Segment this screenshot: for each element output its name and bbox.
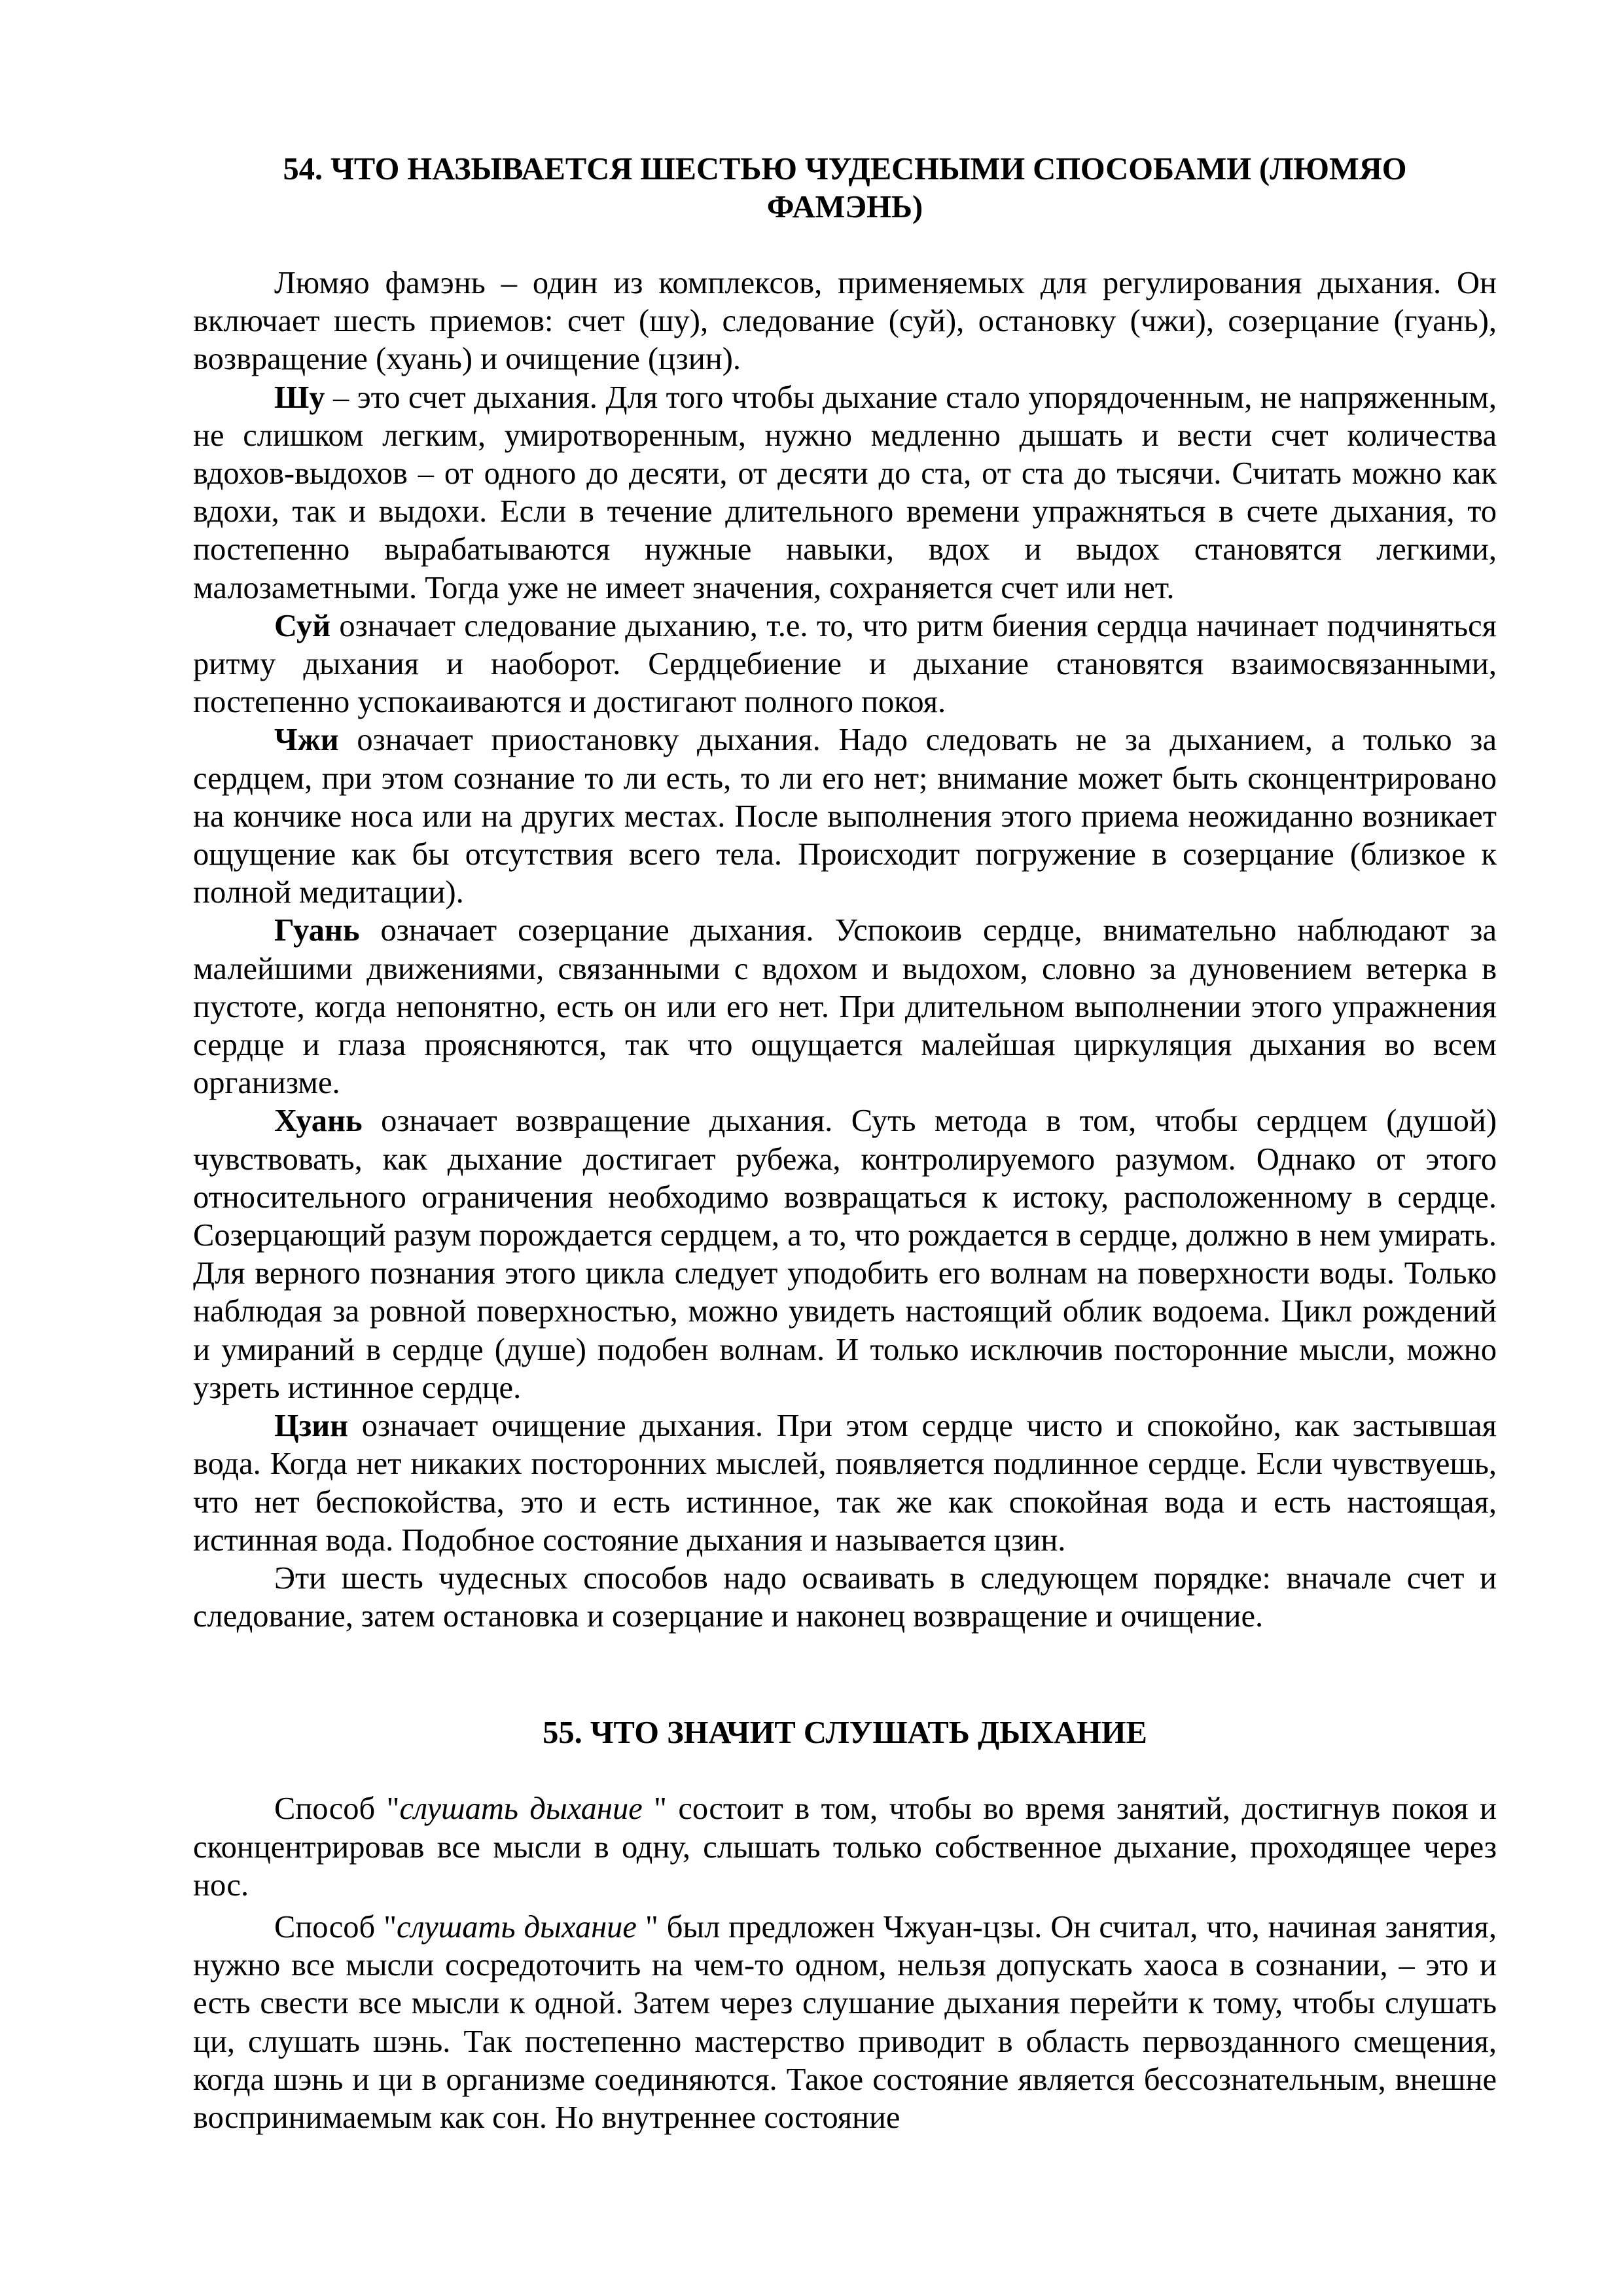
section-54-outro-paragraph: Эти шесть чудесных способов надо осваивать в следующем порядке: вначале счет и следование, затем остановка и созерцание и наконец возвращение и очищение.: [193, 1560, 1497, 1634]
sui-term: Суй: [274, 608, 331, 643]
shu-text: – это счет дыхания. Для того чтобы дыхание стало упорядоченным, не напряженным, не слишком легким, умиротворенным, нужно медленно дышать и вести счет количества вдохов-выдохов – от одного до десяти, от десяти до ста, от ста до тысячи. Считать можно как вдохи, так и выдохи. Если в течение длительного времени упражняться в счете дыхания, то постепенно вырабатываются нужные навыки, вдох и выдох становятся легкими, малозаметными. Тогда уже не имеет значения, сохраняется счет или нет.: [193, 380, 1497, 605]
tszin-paragraph: [193, 1407, 1497, 1560]
huan-term: Хуань: [274, 1103, 363, 1139]
shu-term: Шу: [274, 380, 325, 415]
zhi-text: означает приостановку дыхания. Надо следовать не за дыханием, а только за сердцем, при этом сознание то ли есть, то ли его нет; внимание может быть сконцентрировано на кончике носа или на других местах. После выполнения этого приема неожиданно возникает ощущение как бы отсутствия всего тела. Происходит погружение в созерцание (близкое к полной медитации).: [193, 723, 1497, 910]
huan-text: означает возвращение дыхания. Суть метода в том, чтобы сердцем (душой) чувствовать, как дыхание достигает рубежа, контролируемого разумом. Однако от этого относительного ограничения необходимо возвращаться к истоку, расположенному в сердце. Созерцающий разум порождается сердцем, а то, что рождается в сердце, должно в нем умирать. Для верного познания этого цикла следует уподобить его волнам на поверхности воды. Только наблюдая за ровной поверхностью, можно увидеть настоящий облик водоема. Цикл рождений и умираний в сердце (душе) подобен волнам. И только исключив посторонние мысли, можно узреть истинное сердце.: [193, 1103, 1497, 1405]
shu-paragraph: [193, 379, 1497, 607]
p2-start: Способ ": [274, 1909, 397, 1945]
zhi-paragraph: [193, 721, 1497, 912]
sui-text: означает следование дыханию, т.е. то, что ритм биения сердца начинает подчиняться ритму дыхания и наоборот. Сердцебиение и дыхание становятся взаимосвязанными, постепенно успокаиваются и достигают полного покоя.: [193, 608, 1497, 720]
p1-end: " состоит в том, чтобы во время занятий, достигнув покоя и сконцентрировав все мысли в одну, слышать только собственное дыхание, проходящее через нос.: [193, 1791, 1497, 1903]
guan-paragraph: [193, 912, 1497, 1102]
section-54-title: 54. ЧТО НАЗЫВАЕТСЯ ШЕСТЬЮ ЧУДЕСНЫМИ СПОСОБАМИ (ЛЮМЯО ФАМЭНЬ): [283, 152, 1407, 224]
sui-paragraph: [193, 607, 1497, 722]
tszin-term: Цзин: [274, 1408, 349, 1444]
document-page: [193, 151, 1497, 2137]
section-55-paragraph-1: [193, 1790, 1497, 1905]
section-55-paragraph-2: [193, 1909, 1497, 2137]
guan-term: Гуань: [274, 913, 360, 948]
huan-paragraph: [193, 1102, 1497, 1407]
p2-emphasis: слушать дыхание: [397, 1909, 637, 1945]
section-54-intro-paragraph: Люмяо фамэнь – один из комплексов, применяемых для регулирования дыхания. Он включает шесть приемов: счет (шу), следование (суй), остановку (чжи), созерцание (гуань), возвращение (хуань) и очищение (цзин).: [193, 266, 1497, 377]
p1-emphasis: слушать дыхание: [399, 1791, 643, 1827]
p2-end: " был предложен Чжуан-цзы. Он считал, что, начиная занятия, нужно все мысли сосредоточить на чем-то одном, нельзя допускать хаоса в сознании, – это и есть свести все мысли к одной. Затем через слушание дыхания перейти к тому, чтобы слушать ци, слушать шэнь. Так постепенно мастерство приводит в область первозданного смещения, когда шэнь и ци в организме соединяются. Такое состояние является бессознательным, внешне воспринимаемым как сон. Но внутреннее состояние: [193, 1909, 1497, 2135]
zhi-term: Чжи: [274, 723, 339, 758]
section-55-title: 55. ЧТО ЗНАЧИТ СЛУШАТЬ ДЫХАНИЕ: [543, 1715, 1147, 1751]
tszin-text: означает очищение дыхания. При этом сердце чисто и спокойно, как застывшая вода. Когда нет никаких посторонних мыслей, появляется подлинное сердце. Если чувствуешь, что нет беспокойства, это и есть истинное, так же как спокойная вода и есть настоящая, истинная вода. Подобное состояние дыхания и называется цзин.: [193, 1408, 1497, 1558]
guan-text: означает созерцание дыхания. Успокоив сердце, внимательно наблюдают за малейшими движениями, связанными с вдохом и выдохом, словно за дуновением ветерка в пустоте, когда непонятно, есть он или его нет. При длительном выполнении этого упражнения сердце и глаза проясняются, так что ощущается малейшая циркуляция дыхания во всем организме.: [193, 913, 1497, 1101]
p1-start: Способ ": [274, 1791, 400, 1827]
